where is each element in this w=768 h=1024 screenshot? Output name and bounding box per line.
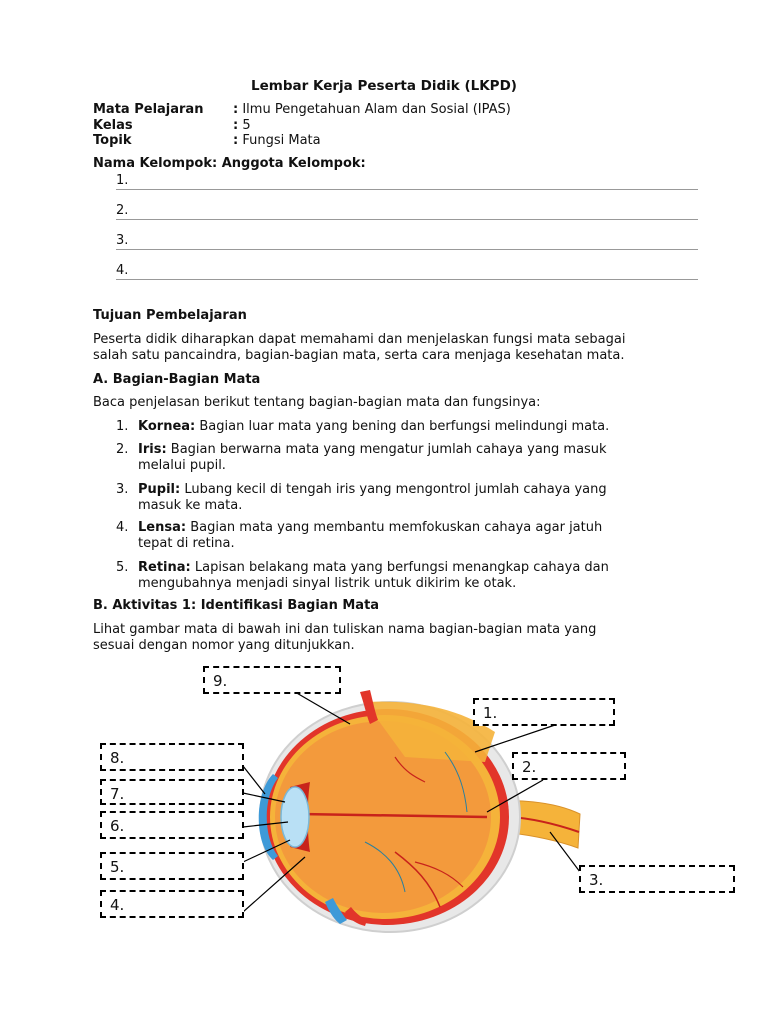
list-item: 1. Kornea: Bagian luar mata yang bening dan berfungsi melindungi mata.	[116, 419, 610, 434]
label-box-5[interactable]: 5.	[100, 852, 244, 880]
objective-heading: Tujuan Pembelajaran	[93, 308, 247, 323]
meta-label: Mata Pelajaran	[93, 102, 204, 117]
member-line-3[interactable]: 3.	[116, 233, 698, 250]
list-item: 3. Pupil: Lubang kecil di tengah iris yang mengontrol jumlah cahaya yang masuk ke mata.	[116, 482, 607, 513]
meta-value: 5	[242, 118, 251, 133]
label-box-2[interactable]: 2.	[512, 752, 626, 780]
page-title: Lembar Kerja Peserta Didik (LKPD)	[251, 78, 517, 94]
meta-class: Kelas : 5	[93, 118, 251, 133]
label-box-8[interactable]: 8.	[100, 743, 244, 771]
label-box-6[interactable]: 6.	[100, 811, 244, 839]
label-box-7[interactable]: 7.	[100, 779, 244, 805]
member-line-2[interactable]: 2.	[116, 203, 698, 220]
list-item: 5. Retina: Lapisan belakang mata yang berfungsi menangkap cahaya dan mengubahnya menjadi sinyal listrik untuk dikirim ke otak.	[116, 560, 609, 591]
label-box-3[interactable]: 3.	[579, 865, 735, 893]
label-box-4[interactable]: 4.	[100, 890, 244, 918]
meta-label: Topik	[93, 133, 132, 148]
list-item: 4. Lensa: Bagian mata yang membantu memfokuskan cahaya agar jatuh tepat di retina.	[116, 520, 603, 551]
label-box-9[interactable]: 9.	[203, 666, 341, 694]
section-b-heading: B. Aktivitas 1: Identifikasi Bagian Mata	[93, 598, 380, 613]
meta-label: Kelas	[93, 118, 133, 133]
meta-value: Fungsi Mata	[242, 133, 321, 148]
eye-diagram	[95, 662, 745, 937]
meta-value: Ilmu Pengetahuan Alam dan Sosial (IPAS)	[242, 102, 511, 117]
lens	[281, 787, 309, 847]
meta-topic: Topik : Fungsi Mata	[93, 133, 321, 148]
list-item: 2. Iris: Bagian berwarna mata yang mengatur jumlah cahaya yang masuk melalui pupil.	[116, 442, 607, 473]
objective-text: Peserta didik diharapkan dapat memahami dan menjelaskan fungsi mata sebagai salah satu pancaindra, bagian-bagian mata, serta cara menjaga kesehatan mata.	[93, 332, 626, 363]
meta-subject: Mata Pelajaran : Ilmu Pengetahuan Alam dan Sosial (IPAS)	[93, 102, 511, 117]
section-b-intro: Lihat gambar mata di bawah ini dan tuliskan nama bagian-bagian mata yang sesuai dengan nomor yang ditunjukkan.	[93, 622, 597, 653]
member-line-1[interactable]: 1.	[116, 173, 698, 190]
section-a-intro: Baca penjelasan berikut tentang bagian-bagian mata dan fungsinya:	[93, 395, 541, 410]
section-a-heading: A. Bagian-Bagian Mata	[93, 372, 261, 387]
group-heading: Nama Kelompok: Anggota Kelompok:	[93, 156, 366, 171]
member-line-4[interactable]: 4.	[116, 263, 698, 280]
label-box-1[interactable]: 1.	[473, 698, 615, 726]
